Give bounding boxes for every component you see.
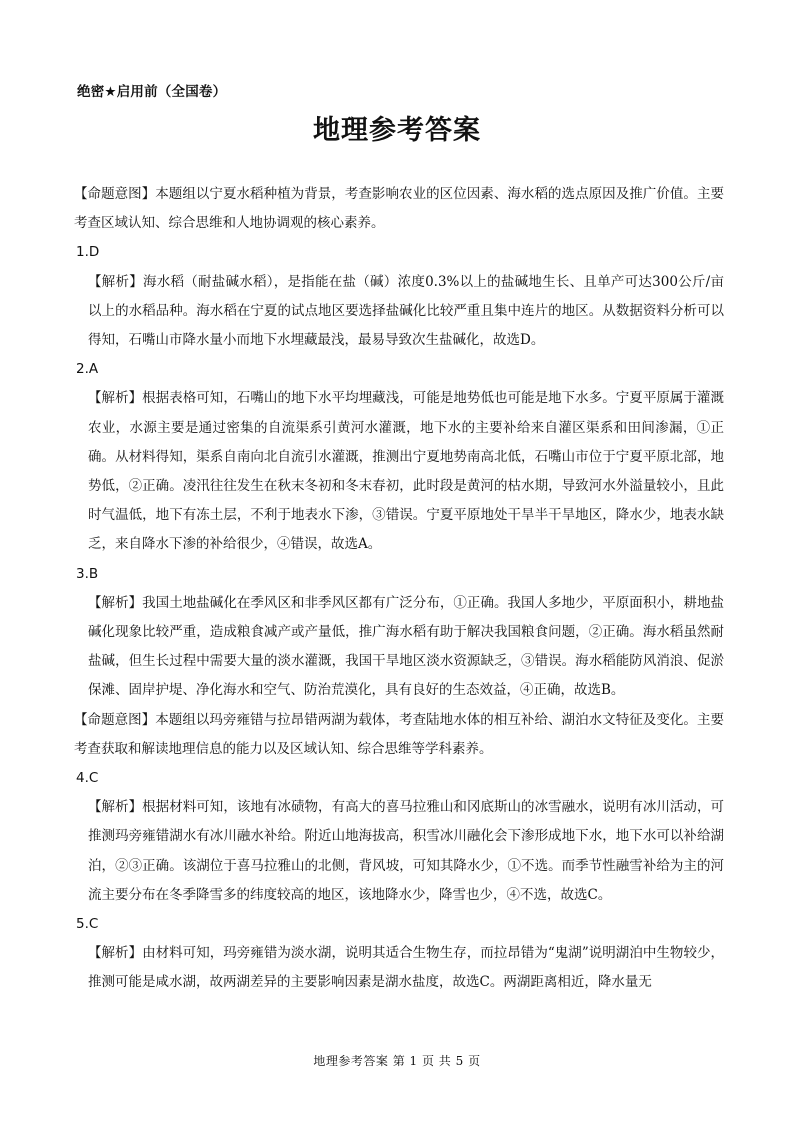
document-body	[74, 180, 724, 998]
question-analysis: 【解析】我国土地盐碱化在季风区和非季风区都有广泛分布，①正确。我国人多地少，平原面积小，耕地盐碱化现象比较严重，造成粮食减产或产量低，推广海水稻有助于解决我国粮食问题，②正确。海水稻虽然耐盐碱，但生长过程中需要大量的淡水灌溉，我国干旱地区淡水资源缺乏，③错误。海水稻能防风消浪、促淤保滩、固岸护堤、净化海水和空气、防治荒漠化，具有良好的生态效益，④正确，故选B。	[88, 594, 724, 699]
section-intent: 【命题意图】本题组以玛旁雍错与拉昂错两湖为载体，考查陆地水体的相互补给、湖泊水文特征及变化。主要考查获取和解读地理信息的能力以及区域认知、综合思维等学科素养。	[74, 711, 724, 757]
question-number: 4.C	[76, 770, 99, 787]
question-analysis: 【解析】由材料可知，玛旁雍错为淡水湖，说明其适合生物生存，而拉昂错为“鬼湖”说明湖泊中生物较少，推测可能是咸水湖，故两湖差异的主要影响因素是湖水盐度，故选C。两湖距离相近，降水量无	[88, 945, 724, 991]
question-analysis: 【解析】海水稻（耐盐碱水稻），是指能在盐（碱）浓度0.3%以上的盐碱地生长、且单产可达300公斤/亩以上的水稻品种。海水稻在宁夏的试点地区要选择盐碱化比较严重且集中连片的地区。从数据资料分析可以得知，石嘴山市降水量小而地下水埋藏最浅，最易导致次生盐碱化，故选D。	[88, 273, 724, 349]
question-number: 1.D	[76, 244, 100, 261]
question-analysis: 【解析】根据材料可知，该地有冰碛物，有高大的喜马拉雅山和冈底斯山的冰雪融水，说明有冰川活动，可推测玛旁雍错湖水有冰川融水补给。附近山地海拔高，积雪冰川融化会下渗形成地下水，地下水可以补给湖泊，②③正确。该湖位于喜马拉雅山的北侧，背风坡，可知其降水少，①不选。而季节性融雪补给为主的河流主要分布在冬季降雪多的纬度较高的地区，该地降水少，降雪也少，④不选，故选C。	[88, 799, 724, 903]
question-number: 2.A	[76, 361, 99, 378]
section-intent: 【命题意图】本题组以宁夏水稻种植为背景，考查影响农业的区位因素、海水稻的选点原因及推广价值。主要考查区域认知、综合思维和人地协调观的核心素养。	[74, 186, 724, 232]
question-number: 3.B	[76, 565, 99, 582]
question-number: 5.C	[76, 916, 99, 933]
page-title: 地理参考答案	[313, 115, 481, 146]
confidential-label: 绝密★启用前（全国卷）	[77, 84, 227, 100]
page-footer: 地理参考答案 第 1 页 共 5 页	[313, 1054, 481, 1068]
question-analysis: 【解析】根据表格可知，石嘴山的地下水平均埋藏浅，可能是地势低也可能是地下水多。宁夏平原属于灌溉农业，水源主要是通过密集的自流渠系引黄河水灌溉，地下水的主要补给来自灌区渠系和田间渗漏，①正确。从材料得知，渠系自南向北自流引水灌溉，推测出宁夏地势南高北低，石嘴山市位于宁夏平原北部，地势低，②正确。凌汛往往发生在秋末冬初和冬末春初，此时段是黄河的枯水期，导致河水外溢量较小，且此时气温低，地下有冻土层，不利于地表水下渗，③错误。宁夏平原地处干旱半干旱地区，降水少，地表水缺乏，来自降水下渗的补给很少，④错误，故选A。	[88, 390, 724, 553]
